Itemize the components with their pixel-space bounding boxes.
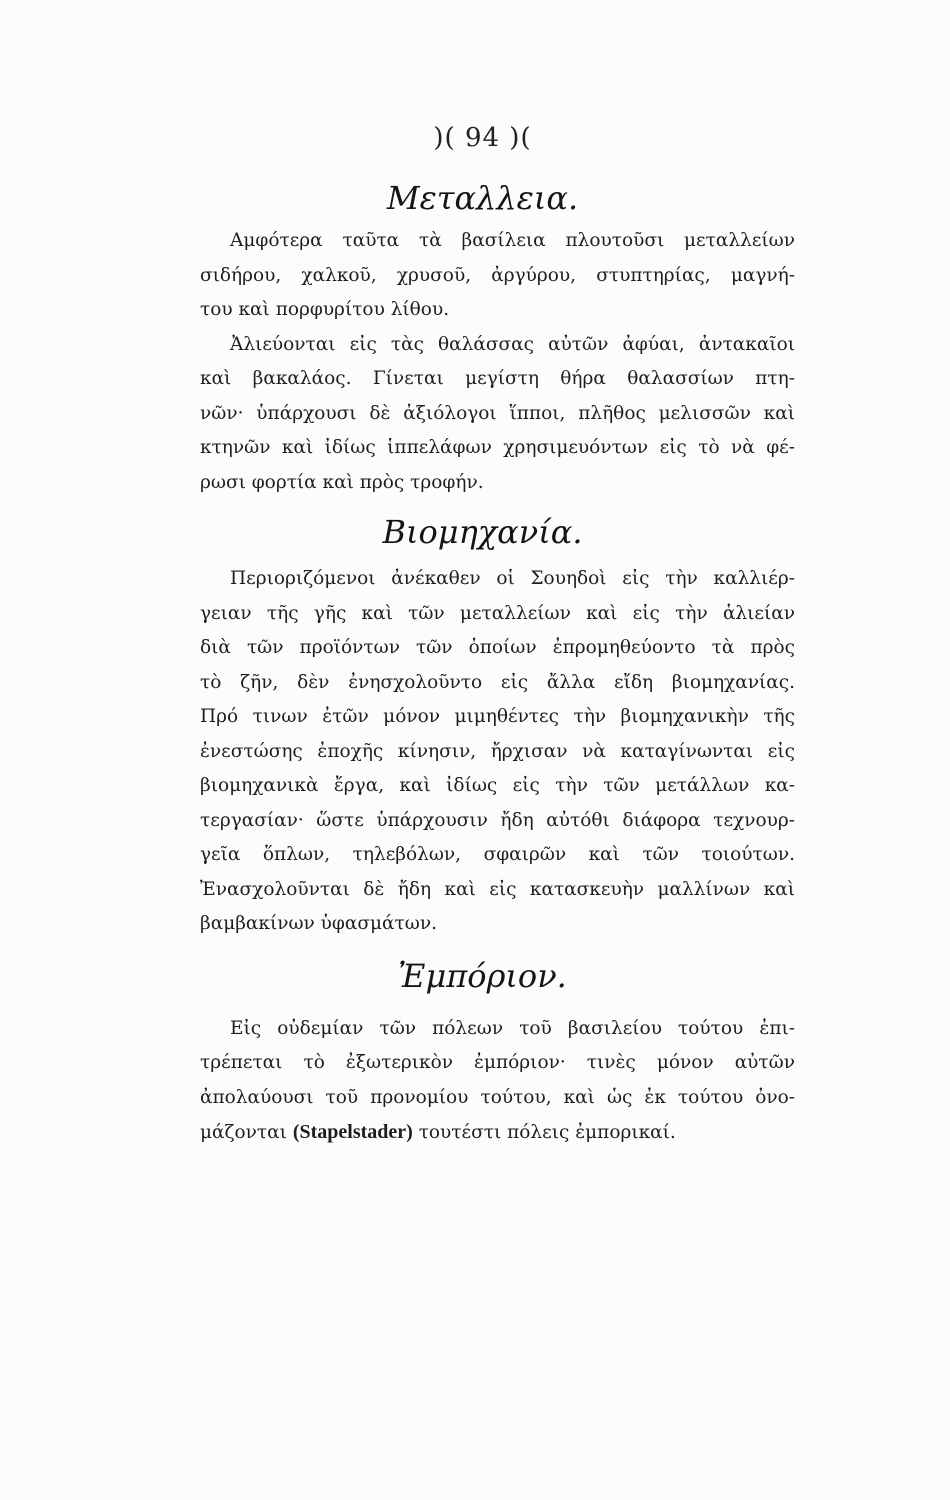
text-line: Ἐνασχολοῦνται δὲ ἤδη καὶ εἰς κατασκευὴν μαλλίνων καὶ <box>200 878 795 900</box>
text-line: ἐνεστώσης ἐποχῆς κίνησιν, ἤρχισαν νὰ καταγίνωνται εἰς <box>200 740 795 762</box>
text-line-final <box>200 1115 795 1151</box>
text-line: τεργασίαν· ὥστε ὑπάρχουσιν ἤδη αὐτόθι διάφορα τεχνουρ- <box>200 809 795 831</box>
section-heading-commerce: Ἐμπόριον. <box>398 956 567 995</box>
section-heading-industry: Βιομηχανία. <box>382 513 583 551</box>
page-content <box>200 118 795 1151</box>
text-line: κτηνῶν καὶ ἰδίως ἱππελάφων χρησιμευόντων εἰς τὸ νὰ φέ- <box>200 437 795 458</box>
text-line: γεῖα ὅπλων, τηλεβόλων, σφαιρῶν καὶ τῶν τοιούτων. <box>200 844 795 865</box>
text-line: Αμφότερα ταῦτα τὰ βασίλεια πλουτοῦσι μεταλλείων <box>230 230 795 251</box>
text-line: Πρό τινων ἐτῶν μόνον μιμηθέντες τὴν βιομηχανικὴν τῆς <box>200 706 795 727</box>
latin-term: (Stapelstader) <box>292 1121 413 1143</box>
text-line: καὶ βακαλάος. Γίνεται μεγίστη θήρα θαλασσίων πτη- <box>200 368 795 389</box>
text-line: ρωσι φορτία καὶ πρὸς τροφήν. <box>200 471 484 493</box>
paragraph-commerce <box>200 1012 795 1151</box>
text-line: νῶν· ὑπάρχουσι δὲ ἀξιόλογοι ἵπποι, πλῆθος μελισσῶν καὶ <box>200 402 795 424</box>
final-line-start: μάζονται <box>200 1122 287 1143</box>
text-line: τρέπεται τὸ ἐξωτερικὸν ἐμπόριον· τινὲς μόνον αὐτῶν <box>200 1052 795 1073</box>
paragraph-metals <box>200 224 795 328</box>
paragraph-industry <box>200 562 795 942</box>
final-line-end: τουτέστι πόλεις ἐμπορικαί. <box>418 1122 676 1143</box>
text-line: διὰ τῶν προϊόντων τῶν ὁποίων ἐπρομηθεύοντο τὰ πρὸς <box>200 637 795 658</box>
text-line: βαμβακίνων ὑφασμάτων. <box>200 913 437 934</box>
text-line: βιομηχανικὰ ἔργα, καὶ ἰδίως εἰς τὴν τῶν μετάλλων κα- <box>200 775 795 796</box>
text-line: του καὶ πορφυρίτου λίθου. <box>200 299 450 320</box>
text-line: γειαν τῆς γῆς καὶ τῶν μεταλλείων καὶ εἰς τὴν ἁλιείαν <box>200 602 795 624</box>
section-heading-metals: Μεταλλεια. <box>386 179 579 217</box>
text-line: σιδήρου, χαλκοῦ, χρυσοῦ, ἀργύρου, στυπτηρίας, μαγνή- <box>200 264 795 286</box>
text-line: Περιοριζόμενοι ἀνέκαθεν οἱ Σουηδοὶ εἰς τὴν καλλιέρ- <box>230 568 795 589</box>
text-line: Ἀλιεύονται εἰς τὰς θαλάσσας αὐτῶν ἀφύαι, ἀντακαῖοι <box>230 333 795 355</box>
text-line: Εἰς οὐδεμίαν τῶν πόλεων τοῦ βασιλείου τούτου ἐπι- <box>230 1017 795 1039</box>
paragraph-fishing <box>200 328 795 501</box>
page-number: )( 94 )( <box>433 123 532 153</box>
text-line: τὸ ζῆν, δὲν ἐνησχολοῦντο εἰς ἄλλα εἴδη βιομηχανίας. <box>200 671 795 693</box>
text-line: ἀπολαύουσι τοῦ προνομίου τούτου, καὶ ὡς ἐκ τούτου ὀνο- <box>200 1086 795 1108</box>
